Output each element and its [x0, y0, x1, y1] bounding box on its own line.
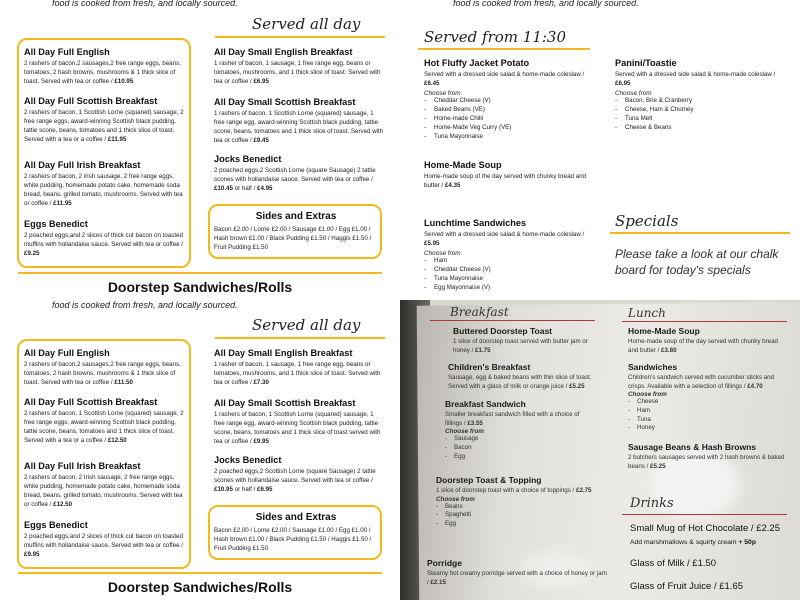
sides-title: Sides and Extras [255, 512, 337, 523]
option: - Tuna Melt [615, 115, 790, 124]
item-price: £11.50 [114, 378, 133, 386]
item-price: £10.45 [214, 184, 233, 192]
item-price: £5.25 [650, 462, 666, 470]
item-alt-text: or half / [232, 485, 258, 493]
item-name: All Day Small Scottish Breakfast [214, 398, 356, 408]
tagline: food is cooked from fresh, and locally sourced. [52, 0, 238, 8]
served-from-heading: Served from 11:30 [424, 28, 567, 46]
choose-from-label: Choose from [615, 89, 652, 97]
menu-item [24, 520, 186, 560]
item-desc: 2 rashers of bacon,2 sausages,2 free range eggs, beans, tomatoes, 2 hash browns, mushrooms & 1 thick slice of toast. Served with tea or coffee / [24, 60, 181, 85]
drink-price: £2.25 [756, 523, 780, 534]
lunchtime-sandwiches [424, 218, 594, 293]
option: - Honey [628, 424, 788, 433]
menu-photo [400, 300, 800, 600]
choose-from-label: Choose from [628, 391, 667, 399]
option: - Ham [424, 257, 594, 266]
item-name: Jocks Benedict [214, 455, 282, 465]
menu-item [24, 219, 186, 259]
item-name: Buttered Doorstep Toast [453, 326, 553, 336]
item-desc: 2 rashers of bacon, 2 irish sausage, 2 free range eggs, white pudding, homemade potato cake, homemade soda bread, beans, grilled tomato, mushrooms. Served with tea or coffee / [24, 173, 183, 207]
home-made-soup [628, 326, 788, 355]
item-name: Sausage Beans & Hash Browns [628, 442, 757, 452]
option: - Ham [628, 407, 788, 416]
item-name: All Day Small English Breakfast [214, 348, 353, 358]
option: - Cheese, Ham & Chutney [615, 106, 790, 115]
home-made-soup [424, 160, 599, 191]
menu-item [214, 47, 384, 87]
footer-rule [18, 272, 382, 274]
menu-item [24, 47, 186, 87]
option: - Beans [436, 503, 596, 512]
item-desc: Children's sandwich served with cucumber sticks and crisps. Available with a selection of fillings / [628, 374, 774, 390]
item-name: Hot Fluffy Jacket Potato [424, 58, 530, 68]
item-desc: 2 rashers of bacon,2 sausages,2 free range eggs, beans, tomatoes, 2 hash browns, mushrooms & 1 thick slice of toast. Served with tea or coffee / [24, 361, 181, 386]
menu-item [24, 348, 186, 388]
tagline: food is cooked from fresh, and locally sourced. [52, 300, 238, 310]
item-price: £3.80 [661, 346, 677, 354]
item-desc: Served with a dressed side salad & home-made coleslaw / [615, 71, 776, 78]
item-desc: Home-made soup of the day served with chunky bread and butter / [628, 338, 778, 354]
item-desc: 2 poached eggs,2 Scottish Lorne (square Sausage) 2 tattie scones with hollandaise sauce. Served with tea or coffee / [214, 468, 376, 484]
option: - Home-Made Veg Curry (VE) [424, 124, 594, 133]
jacket-potato [424, 58, 594, 142]
specials-underline [610, 232, 790, 234]
option: - Sausage [445, 435, 595, 444]
item-price: £9.95 [24, 550, 40, 558]
heading-underline [418, 48, 590, 50]
option: - Tuna Mayonnaise [424, 133, 594, 142]
sides-and-extras [214, 211, 378, 253]
item-desc: Steamy hot creamy porridge served with a choice of honey or jam / [427, 570, 607, 586]
drink-price: £1.50 [692, 558, 717, 569]
item-desc: 2 poached eggs,and 2 slices of thick cut bacon on toasted muffins with hollandaise sauce. Served with tea or coffee / [24, 232, 184, 248]
drink-item [630, 523, 780, 534]
item-name: All Day Full English [24, 47, 110, 57]
drinks-rule [622, 514, 787, 515]
buttered-doorstep-toast [453, 326, 603, 355]
option: - Tuna [628, 416, 788, 425]
footer-rule [18, 572, 382, 574]
served-all-day-heading: Served all day [252, 15, 361, 33]
menu-item [214, 154, 384, 194]
drink-label: Small Mug of Hot Chocolate / [630, 523, 757, 534]
breakfast-heading: Breakfast [450, 305, 509, 319]
item-name: Sandwiches [628, 362, 678, 372]
item-name: Eggs Benedict [24, 219, 88, 229]
menu-page-bottom-left [0, 300, 400, 600]
menu-item [24, 461, 186, 510]
doorstep-sandwiches-heading: Doorstep Sandwiches/Rolls [107, 579, 293, 595]
item-name: Doorstep Toast & Topping [436, 475, 542, 485]
drink-item [630, 581, 743, 592]
item-price: £5.95 [424, 239, 440, 247]
item-desc: 2 butchers sausages served with 2 hash browns & baked beans / [628, 454, 785, 470]
item-price: £1.75 [475, 346, 491, 354]
drink-price: + 50p [738, 539, 756, 546]
item-desc: Smaller breakfast sandwich filled with a choice of fillings / [445, 411, 580, 427]
item-price: £12.50 [53, 500, 73, 508]
menu-item [214, 97, 384, 146]
item-price: £9.45 [253, 136, 269, 144]
drink-item [630, 558, 716, 569]
sides-text: Bacon £2.00 / Lorne £2.00 / Sausage £1.00 / Egg £1.00 / Hash brown £1.00 / Black Pudding £1.50 / Haggis £1.50 / Fruit Pudding £1.50 [214, 226, 372, 251]
option: - Egg [445, 453, 595, 462]
item-desc: 2 rashers of bacon, 1 Scottish Lorne (squared) sausage, 2 free range eggs, award-winning Scottish black pudding, tattie scone, beans, tomatoes and 1 thick slice of toast. Served with a tea or a coffee / [24, 109, 184, 143]
option: - Tuna Mayonnaise [424, 275, 594, 284]
served-all-day-heading: Served all day [252, 316, 361, 334]
item-price: £6.95 [253, 77, 269, 85]
menu-item [24, 397, 186, 446]
lunch-rule [622, 321, 787, 322]
option: - Bacon, Brie & Cranberry [615, 97, 790, 106]
drinks-heading: Drinks [630, 496, 674, 511]
item-price: £9.95 [253, 437, 269, 445]
tagline: food is cooked from fresh, and locally sourced. [453, 0, 639, 8]
item-price: £7.30 [253, 378, 269, 386]
item-price: £4.70 [747, 382, 763, 390]
item-alt-price: £4.95 [257, 184, 273, 192]
item-price: £11.95 [107, 135, 127, 143]
item-name: Eggs Benedict [24, 520, 88, 530]
sides-title: Sides and Extras [255, 211, 337, 222]
item-name: Home-Made Soup [628, 326, 700, 336]
item-name: All Day Full Irish Breakfast [24, 461, 141, 471]
item-name: Jocks Benedict [214, 154, 282, 164]
porridge [427, 558, 607, 587]
option: - Cheese & Beans [615, 124, 790, 133]
item-desc: 1 rashers of bacon, 1 Scottish Lorne (squared) sausage, 1 free range egg, award-winning Scottish black pudding, tattie scone, beans, tomatoes and 1 thick slice of toast served with tea or coffee / [214, 411, 381, 445]
sandwiches [628, 362, 788, 433]
panini-toastie [615, 58, 790, 133]
item-alt-text: or half / [232, 184, 258, 192]
item-desc: 2 rashers of bacon, 1 Scottish Lorne (squared) sausage, 2 free range eggs, award-winning Scottish black pudding, tattie scone, beans, tomatoes and 1 thick slice of toast. Served with a tea or a coffee / [24, 410, 184, 444]
option: - Home-made Chilli [424, 115, 594, 124]
item-desc: Served with a dressed side salad & home-made coleslaw / [424, 231, 585, 238]
specials-heading: Specials [615, 212, 679, 230]
item-desc: 1 slice of doorstep toast served with butter jam or honey / [453, 338, 588, 354]
item-price: £2.15 [430, 578, 446, 586]
item-name: Panini/Toastie [615, 58, 677, 68]
menu-item [214, 455, 384, 495]
choose-from-label: Choose from [424, 89, 461, 97]
option: - Baked Beans (VE) [424, 106, 594, 115]
item-desc: 2 poached eggs,2 Scottish Lorne (square Sausage) 2 tattie scones with hollandaise sauce. Served with tea or coffee / [214, 167, 376, 183]
item-name: Home-Made Soup [424, 160, 502, 170]
item-price: £9.25 [24, 249, 40, 257]
menu-item [214, 348, 384, 388]
doorstep-sandwiches-heading: Doorstep Sandwiches/Rolls [107, 279, 293, 295]
item-price: £5.25 [569, 382, 585, 390]
option: - Cheese [628, 398, 788, 407]
item-desc: 1 rasher of bacon, 1 sausage, 1 free range egg, beans or tomatoes, mushrooms, and 1 thick slice of toast. Served with tea or coffee / [214, 361, 381, 386]
specials-text: Please take a look at our chalk board for today's specials [615, 247, 779, 278]
choose-from-label: Choose from [445, 428, 484, 436]
item-price: £11.95 [53, 199, 72, 207]
item-name: Porridge [427, 558, 462, 568]
item-price: £6.95 [615, 79, 631, 87]
drink-label: Add marshmallows & squirty cream [630, 539, 739, 546]
item-name: All Day Full Scottish Breakfast [24, 96, 158, 106]
item-desc: Sausage, egg & baked beans with thin slice of toast. Served with a glass of milk or orange juice / [448, 374, 592, 390]
item-price: £6.45 [424, 79, 440, 87]
item-desc: 1 rasher of bacon, 1 sausage, 1 free range egg, beans or tomatoes, mushrooms, and 1 thick slice of toast. Served with tea or coffee / [214, 60, 381, 85]
item-alt-price: £6.95 [257, 485, 273, 493]
breakfast-sandwich [445, 399, 595, 461]
choose-from-label: Choose from [424, 249, 461, 257]
menu-page-top-left [0, 0, 400, 300]
item-price: £10.95 [214, 485, 233, 493]
drink-label: Glass of Fruit Juice / [630, 581, 720, 592]
item-name: All Day Small English Breakfast [214, 47, 353, 57]
item-desc: Home-made soup of the day served with chunky bread and butter / [424, 173, 586, 189]
drink-addon [630, 539, 756, 546]
heading-underline [215, 337, 385, 339]
item-price: £10.95 [114, 77, 134, 85]
item-price: £2.75 [576, 487, 592, 494]
item-name: Breakfast Sandwich [445, 399, 526, 409]
item-desc: 2 rashers of bacon, 2 Irish sausage, 2 free range eggs, white pudding, homemade potato cake, homemade soda bread, beans, grilled tomato, mushrooms. Served with tea or coffee / [24, 474, 183, 508]
item-price: £4.35 [444, 181, 461, 189]
option: - Spaghetti [436, 511, 596, 520]
item-name: Lunchtime Sandwiches [424, 218, 527, 228]
menu-item [24, 160, 186, 209]
drink-price: £1.65 [719, 581, 744, 592]
doorstep-toast-topping [436, 475, 596, 529]
option: - Egg Mayonnaise (V) [424, 284, 594, 293]
item-desc: 1 rashers of bacon, 1 Scottish Lorne (squared) sausage, 1 free range egg, award-winning Scottish black pudding, tattie scone, beans, tomatoes and 1 thick slice of toast. Served with tea or coffee / [214, 110, 384, 144]
menu-page-top-right [400, 0, 800, 300]
sausage-beans-hash-browns [628, 442, 793, 471]
choose-from-label: Choose from [436, 495, 475, 503]
item-desc: 1 slice of doorstep toast with a choice of toppings / [436, 487, 576, 494]
option: - Bacon [445, 444, 595, 453]
item-name: All Day Full Scottish Breakfast [24, 397, 158, 407]
item-name: All Day Full Irish Breakfast [24, 160, 141, 170]
option: - Egg [436, 520, 596, 529]
sides-and-extras [214, 512, 378, 554]
lunch-heading: Lunch [628, 306, 666, 320]
menu-item [214, 398, 384, 447]
breakfast-rule [430, 320, 595, 321]
item-desc: 2 poached eggs,and 2 slices of thick cut bacon on toasted muffins with hollandaise sauce. Served with tea or coffee / [24, 533, 184, 549]
heading-underline [215, 36, 385, 38]
option: - Cheddar Cheese (V) [424, 97, 594, 106]
item-price: £3.55 [467, 419, 483, 427]
menu-item [24, 96, 186, 145]
childrens-breakfast [448, 362, 608, 391]
drink-label: Glass of Milk / [630, 558, 693, 569]
item-name: All Day Small Scottish Breakfast [214, 97, 356, 107]
sides-text: Bacon £2.00 / Lorne £2.00 / Sausage £1.00 / Egg £1.00 / Hash brown £1.00 / Black Pudding £1.50 / Haggis £1.50 / Fruit Pudding £1.50 [214, 527, 372, 552]
item-name: All Day Full English [24, 348, 110, 358]
item-desc: Served with a dressed side salad & home-made coleslaw / [424, 71, 585, 78]
item-price: £12.50 [107, 436, 127, 444]
item-name: Children's Breakfast [448, 362, 531, 372]
option: - Cheddar Cheese (V) [424, 266, 594, 275]
